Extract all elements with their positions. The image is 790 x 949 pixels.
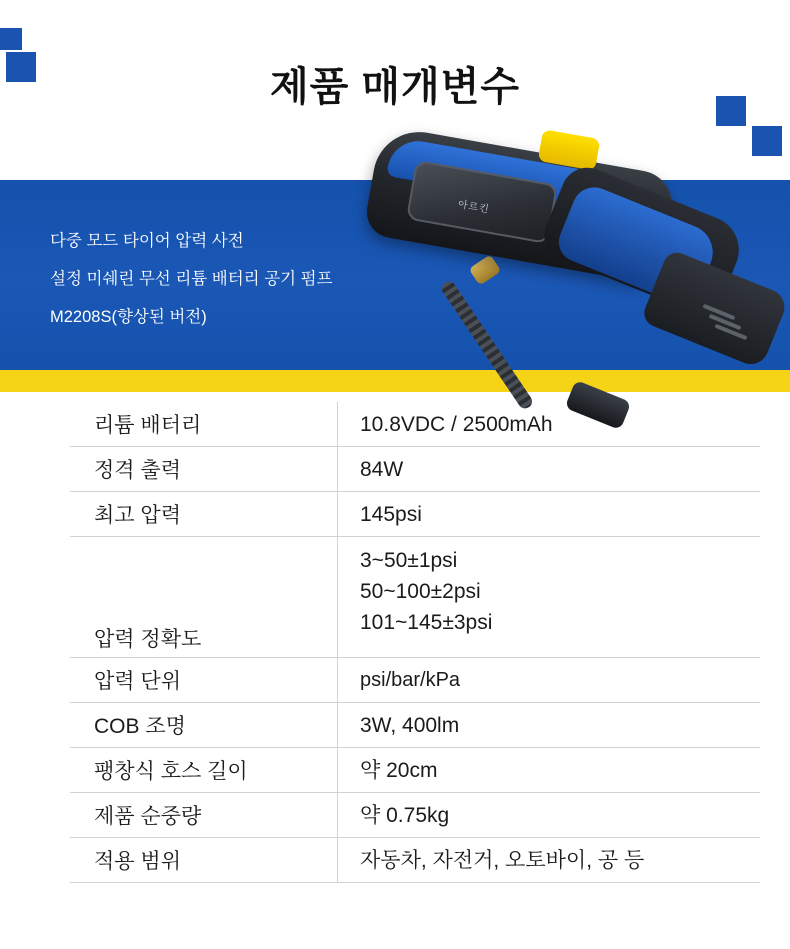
table-row bbox=[70, 537, 760, 658]
description-line-2: 설정 미쉐린 무선 리튬 배터리 공기 펌프 bbox=[50, 270, 333, 288]
description-line-3: M2208S(향상된 버전) bbox=[50, 308, 207, 326]
spec-value: 약 0.75kg bbox=[360, 803, 450, 827]
table-row bbox=[70, 703, 760, 748]
spec-label: 압력 단위 bbox=[70, 658, 338, 702]
table-row bbox=[70, 748, 760, 793]
spec-value bbox=[338, 537, 760, 657]
table-row bbox=[70, 793, 760, 838]
spec-value: 3W, 400lm bbox=[360, 713, 460, 737]
table-row bbox=[70, 658, 760, 703]
spec-label: 제품 순중량 bbox=[70, 793, 338, 837]
page-title: 제품 매개변수 bbox=[270, 65, 520, 109]
nozzle-part bbox=[565, 380, 632, 430]
table-row bbox=[70, 447, 760, 492]
product-image bbox=[330, 120, 790, 450]
description-line-1: 다중 모드 타이어 압력 사전 bbox=[50, 232, 244, 250]
table-row bbox=[70, 492, 760, 537]
spec-label: 리튬 배터리 bbox=[70, 402, 338, 446]
spec-label: COB 조명 bbox=[70, 703, 338, 747]
spec-label: 적용 범위 bbox=[70, 838, 338, 882]
spec-value-line-1: 3~50±1psi bbox=[360, 549, 458, 572]
brand-label: 아르킨 bbox=[456, 199, 491, 216]
spec-value: 약 20cm bbox=[360, 758, 438, 782]
spec-value-line-3: 101~145±3psi bbox=[360, 611, 493, 634]
spec-value: 84W bbox=[360, 457, 404, 481]
spec-label: 팽창식 호스 길이 bbox=[70, 748, 338, 792]
table-row bbox=[70, 838, 760, 883]
spec-label: 압력 정확도 bbox=[70, 537, 338, 657]
decor-square-top-left-small bbox=[0, 28, 22, 50]
spec-label: 정격 출력 bbox=[70, 447, 338, 491]
hose-part bbox=[439, 279, 534, 411]
spec-table bbox=[70, 402, 760, 883]
spec-label: 최고 압력 bbox=[70, 492, 338, 536]
spec-value: 자동차, 자전거, 오토바이, 공 등 bbox=[360, 848, 645, 872]
spec-value: psi/bar/kPa bbox=[360, 668, 461, 691]
spec-value: 10.8VDC / 2500mAh bbox=[360, 412, 553, 436]
spec-value-line-2: 50~100±2psi bbox=[360, 580, 481, 603]
spec-value: 145psi bbox=[360, 502, 422, 526]
brass-connector-part bbox=[469, 254, 502, 285]
